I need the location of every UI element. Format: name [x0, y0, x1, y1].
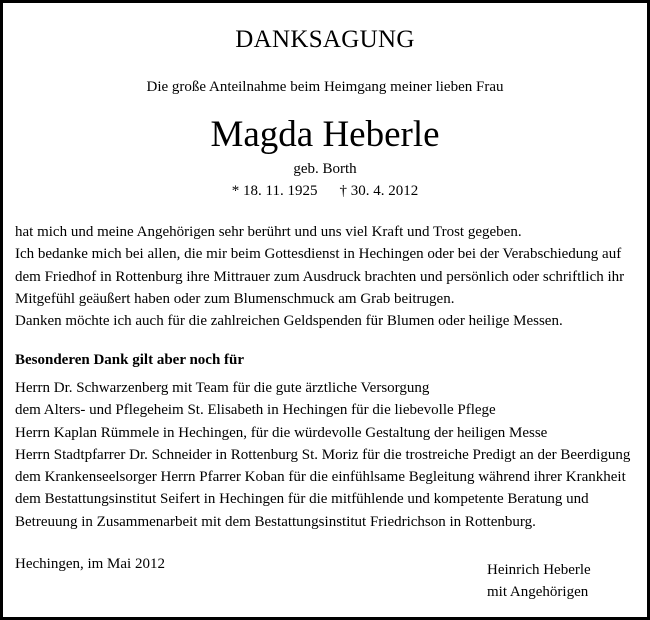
body-line: Ich bedanke mich bei allen, die mir beim Gottesdienst in Hechingen oder bei der Verabschiedung auf: [15, 246, 622, 263]
life-dates: [3, 183, 647, 200]
body-line: dem Friedhof in Rottenburg ihre Mittrauer zum Ausdruck brachten und persönlich oder schriftlich ihr: [15, 268, 625, 285]
deceased-name: Magda Heberle: [210, 114, 440, 155]
thanks-line: dem Alters- und Pflegeheim St. Elisabeth in Hechingen für die liebevolle Pflege: [15, 402, 496, 419]
thanks-line: Betreuung in Zusammenarbeit mit dem Bestattungsinstitut Friedrichson in Rottenburg.: [15, 513, 536, 530]
thanks-line: dem Bestattungsinstitut Seifert in Hechingen für die mitfühlende und kompetente Beratung und: [15, 491, 589, 508]
body-line: Danken möchte ich auch für die zahlreichen Geldspenden für Blumen oder heilige Messen.: [15, 313, 563, 330]
maiden-name: geb. Borth: [293, 161, 357, 177]
body-line: hat mich und meine Angehörigen sehr berührt und uns viel Kraft und Trost gegeben.: [15, 224, 522, 240]
signature-name: Heinrich Heberle: [487, 562, 591, 578]
thanks-line: dem Krankenseelsorger Herrn Pfarrer Koban für die einfühlsame Begleitung während ihrer Krankheit: [15, 469, 626, 486]
thanks-line: Herrn Dr. Schwarzenberg mit Team für die gute ärztliche Versorgung: [15, 380, 430, 396]
notice-heading: DANKSAGUNG: [235, 26, 415, 53]
death-date: † 30. 4. 2012: [339, 183, 419, 199]
body-text: [15, 221, 640, 332]
signature-block: [487, 559, 591, 603]
birth-date: * 18. 11. 1925: [231, 183, 318, 199]
intro-line: Die große Anteilnahme beim Heimgang meiner lieben Frau: [146, 79, 504, 95]
thanks-list: [15, 377, 640, 533]
body-line: Mitgefühl geäußert haben oder zum Blumenschmuck am Grab beitrugen.: [15, 290, 455, 307]
special-thanks-heading: Besonderen Dank gilt aber noch für: [15, 352, 245, 368]
signature-family: mit Angehörigen: [487, 584, 589, 600]
thanks-line: Herrn Kaplan Rümmele in Hechingen, für die würdevolle Gestaltung der heiligen Messe: [15, 424, 548, 441]
thanks-line: Herrn Stadtpfarrer Dr. Schneider in Rottenburg St. Moriz für die trostreiche Predigt an der Beerdigung: [15, 446, 631, 463]
place-date: Hechingen, im Mai 2012: [15, 556, 165, 572]
